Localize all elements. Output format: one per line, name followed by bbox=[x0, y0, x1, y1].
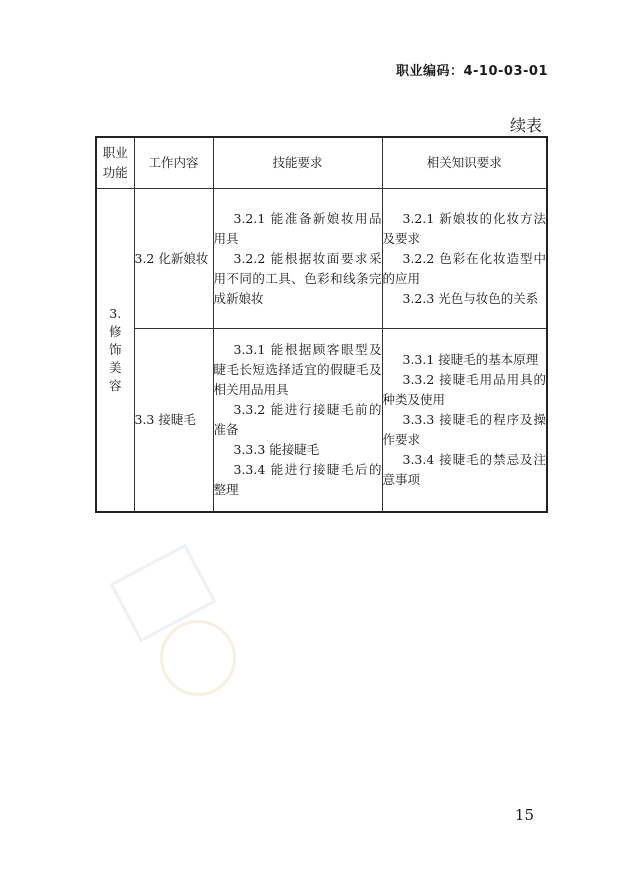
continued-label: 续表 bbox=[509, 116, 542, 135]
occupation-code: 职业编码：4-10-03-01 bbox=[395, 64, 548, 79]
knowledge-cell bbox=[382, 189, 547, 329]
knowledge-item: 3.2.3 光色与妆色的关系 bbox=[402, 290, 539, 306]
table-row bbox=[96, 189, 547, 329]
header-knowledge: 相关知识要求 bbox=[382, 137, 547, 189]
skill-item: 3.3.3 能接睫毛 bbox=[233, 441, 320, 457]
header-function: 职业 功能 bbox=[96, 137, 134, 189]
knowledge-item: 3.3.3 接睫毛的程序及操作要求 bbox=[382, 411, 546, 447]
skill-item: 3.3.1 能根据顾客眼型及睫毛长短选择适宜的假睫毛及相关用品用具 bbox=[213, 341, 382, 397]
skill-item: 3.2.1 能准备新娘妆用品用具 bbox=[213, 210, 382, 246]
header-content: 工作内容 bbox=[134, 137, 213, 189]
table-row bbox=[96, 329, 547, 512]
header-skill: 技能要求 bbox=[213, 137, 382, 189]
content-cell: 3.3 接睫毛 bbox=[134, 329, 213, 512]
skill-cell bbox=[213, 189, 382, 329]
knowledge-item: 3.3.2 接睫毛用品用具的种类及使用 bbox=[382, 371, 546, 407]
knowledge-item: 3.3.4 接睫毛的禁忌及注意事项 bbox=[382, 451, 546, 487]
skills-table bbox=[95, 136, 548, 513]
skill-item: 3.2.2 能根据妆面要求采用不同的工具、色彩和线条完成新娘妆 bbox=[213, 250, 382, 306]
content-cell: 3.2 化新娘妆 bbox=[134, 189, 213, 329]
knowledge-cell bbox=[382, 329, 547, 512]
knowledge-item: 3.2.2 色彩在化妆造型中的应用 bbox=[382, 250, 546, 286]
knowledge-item: 3.3.1 接睫毛的基本原理 bbox=[402, 351, 539, 367]
function-cell: 3. 修 饰 美 容 bbox=[96, 189, 134, 512]
skill-cell bbox=[213, 329, 382, 512]
watermark bbox=[160, 620, 236, 696]
knowledge-item: 3.2.1 新娘妆的化妆方法及要求 bbox=[382, 210, 546, 246]
skill-item: 3.3.4 能进行接睫毛后的整理 bbox=[213, 461, 382, 497]
table-header-row bbox=[96, 137, 547, 189]
page-number: 15 bbox=[514, 806, 534, 824]
skill-item: 3.3.2 能进行接睫毛前的准备 bbox=[213, 401, 382, 437]
